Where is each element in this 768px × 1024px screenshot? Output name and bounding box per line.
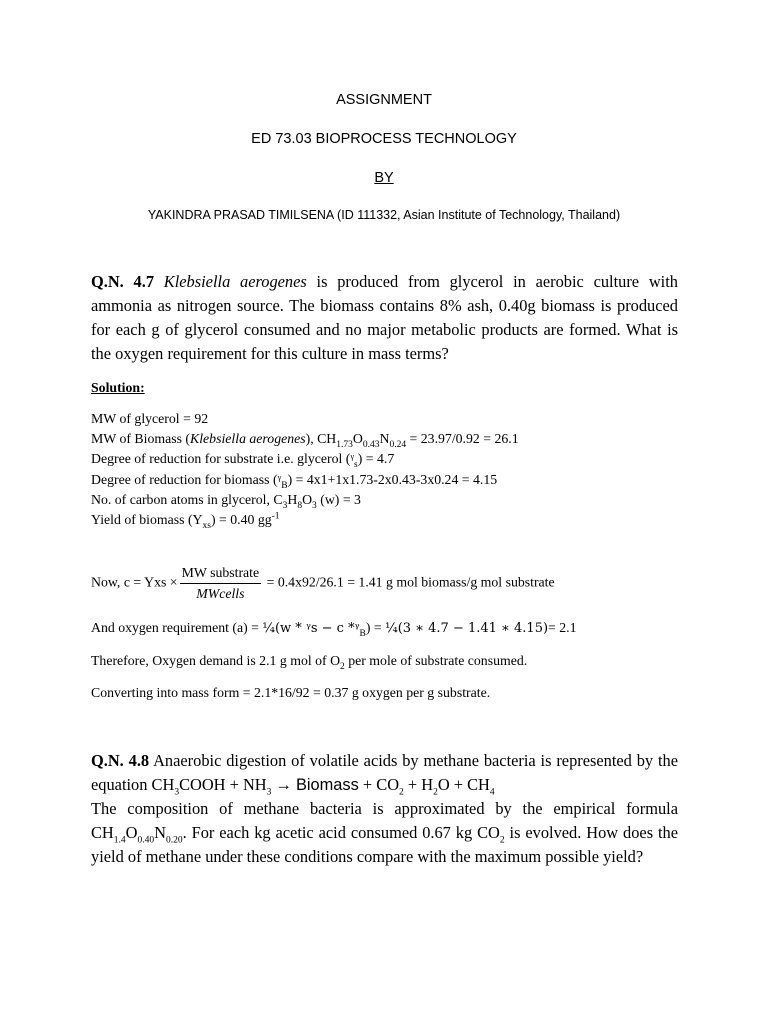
assignment-title: ASSIGNMENT [336, 92, 432, 108]
mw-glycerol-line: MW of glycerol = 92 [91, 411, 209, 426]
dor-substrate-line: Degree of reduction for substrate i.e. glycerol (ᵞ$_s$) = 4.7 [91, 451, 395, 470]
question-number: Q.N. 4.8 [91, 751, 150, 770]
mw-fraction: $\frac{\text{MW substrate}}{\text{MWcells}}$ [181, 565, 260, 601]
dor-biomass-line: Degree of reduction for biomass (ᵞ$_B$) = 4x1+1x1.73-2x0.43-3x0.24 = 4.15 [91, 472, 498, 491]
mw-biomass-line: MW of Biomass (Klebsiella aerogenes), $CH_{1.73}O_{0.43}N_{0.24} = 23.97/0.92 = 26.1$ [91, 431, 519, 450]
solution-heading: Solution: [91, 380, 145, 395]
question-4-8: Q.N. 4.8 Anaerobic digestion of volatile acids by methane bacteria is represented by the equation $CH_3COOH + NH_3$ → Biomass + $CO_2 + H_2O + CH_4$ The composition of methane bacteria is approximated by the empirical formula $CH_{1.4}O_{0.40}N_{0.20}$. For each kg acetic acid consumed 0.67 kg $CO_2$ is evolved. How does the yield of methane under these conditions compare with the maximum possible yield? [91, 751, 679, 866]
author-line: YAKINDRA PRASAD TIMILSENA (ID 111332, Asian Institute of Technology, Thailand) [147, 208, 621, 222]
c-calculation-line: Now, c = Yxs × $\frac{\text{MW substrate}}{\text{MWcells}}$ = 0.4x92/26.1 = 1.41 g mol biomass/g mol substrate [91, 565, 555, 601]
course-title: ED 73.03 BIOPROCESS TECHNOLOGY [251, 131, 517, 147]
oxygen-demand-line: Therefore, Oxygen demand is 2.1 g mol of $O_2$ per mole of substrate consumed. [91, 653, 528, 672]
question-4-7 [91, 270, 678, 366]
organism-name: Klebsiella aerogenes [163, 272, 307, 291]
yield-line: Yield of biomass $(Y_{xs}) = 0.40$ $gg^{-1}$ [91, 511, 280, 531]
question-text: is produced from glycerol in aerobic culture with ammonia as nitrogen source. The biomass contains 8% ash, 0.40g biomass is produced for each g of glycerol consumed and no major metabolic products are formed. What is the oxygen requirement for this culture in mass terms? [91, 272, 678, 363]
by-label: BY [374, 170, 394, 186]
mass-conversion-line: Converting into mass form = 2.1*16/92 = 0.37 g oxygen per g substrate. [91, 685, 491, 700]
carbon-atoms-line: No. of carbon atoms in glycerol, $C_3H_8O_3$ (w) = 3 [91, 492, 361, 511]
oxygen-requirement-line: And oxygen requirement (a) = ¼(w * ᵞs − c *ᵞ$_B$) = ¼(3 ∗ 4.7 − 1.41 ∗ 4.15)= 2.1 [91, 620, 577, 639]
question-number: Q.N. 4.7 [91, 272, 155, 291]
